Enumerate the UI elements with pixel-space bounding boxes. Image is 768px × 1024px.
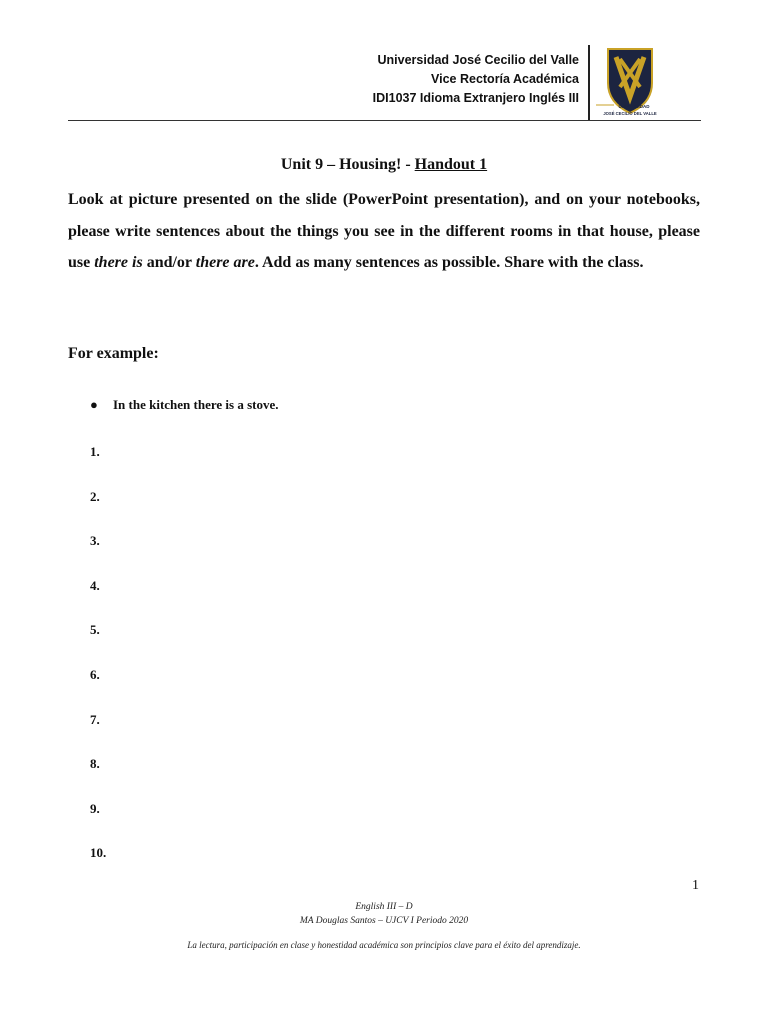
header-divider-vertical xyxy=(588,45,590,120)
footer-course: English III – D xyxy=(355,902,413,912)
footer-motto: La lectura, participación en clase y honestidad académica son principios clave para el éxito del aprendizaje. xyxy=(187,940,581,950)
answer-line-number: 1. xyxy=(90,444,100,459)
handout-title xyxy=(0,156,768,174)
answer-line-number: 10. xyxy=(90,845,107,860)
instructions-text-1: Look at picture presented on the slide (PowerPoint presentation), and on your notebooks, please write sentences about the things you see in the different rooms in that house, please use xyxy=(68,191,700,271)
answer-line-number: 4. xyxy=(90,578,100,593)
document-header xyxy=(373,51,579,108)
title-main: Unit 9 – Housing! - xyxy=(280,156,415,173)
footer-instructor: MA Douglas Santos – UJCV I Periodo 2020 xyxy=(299,916,469,926)
answer-line-number: 3. xyxy=(90,533,100,548)
course-name: IDI1037 Idioma Extranjero Inglés III xyxy=(372,91,579,105)
page-number: 1 xyxy=(692,878,699,893)
example-sentence: In the kitchen there is a stove. xyxy=(113,397,279,412)
answer-line-number: 7. xyxy=(90,712,100,727)
university-logo xyxy=(594,45,666,119)
answer-line-number: 6. xyxy=(90,667,100,682)
logo-text-line2: JOSÉ CECILIO DEL VALLE xyxy=(603,111,657,116)
department-name: Vice Rectoría Académica xyxy=(431,72,579,86)
title-handout: Handout 1 xyxy=(414,156,488,173)
answer-line-number: 2. xyxy=(90,489,100,504)
instructions-emphasis-2: there are xyxy=(195,254,255,271)
instructions-emphasis-1: there is xyxy=(94,254,143,271)
instructions-text-3: . Add as many sentences as possible. Share with the class. xyxy=(254,254,644,271)
university-name: Universidad José Cecilio del Valle xyxy=(377,53,579,67)
instructions-text-2: and/or xyxy=(142,254,196,271)
instructions-paragraph xyxy=(68,184,700,279)
example-bullet-item xyxy=(90,397,279,413)
logo-text-line1: UNIVERSIDAD xyxy=(618,104,650,109)
example-label: For example: xyxy=(68,345,159,362)
answer-line-number: 5. xyxy=(90,622,100,637)
bullet-icon: ● xyxy=(90,397,98,412)
header-divider-horizontal xyxy=(68,120,701,121)
answer-line-number: 8. xyxy=(90,756,100,771)
answer-line-number: 9. xyxy=(90,801,100,816)
